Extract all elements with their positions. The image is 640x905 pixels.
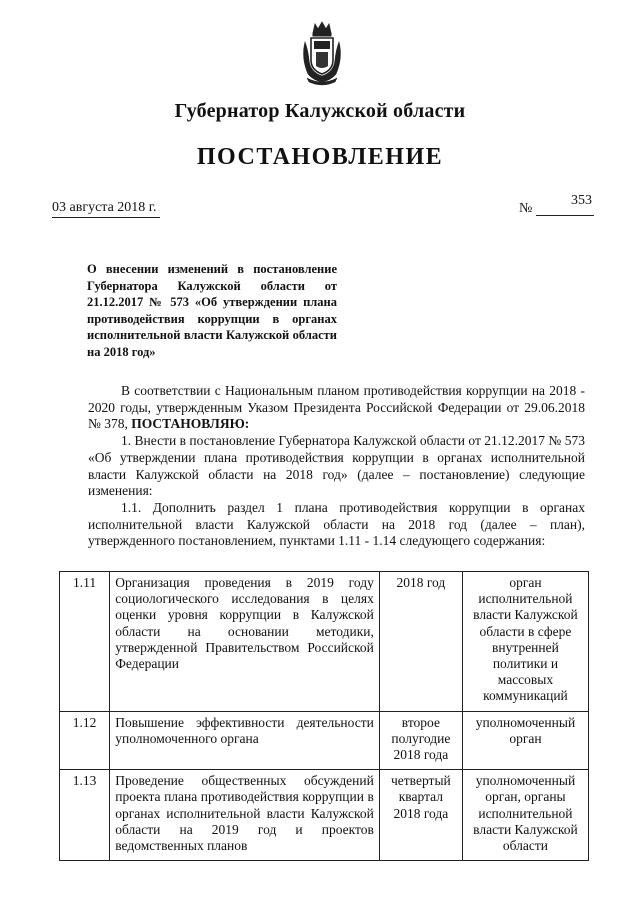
document-subject: О внесении изменений в постановление Губернатора Калужской области от 21.12.2017 № 573 «Об утверждении плана противодействия коррупции в органах исполнительной власти Калужской области на 2018 год» (87, 262, 337, 359)
number-sign: № (519, 201, 533, 216)
plan-table (59, 571, 589, 861)
number-underline (536, 215, 594, 216)
item-1-paragraph: 1. Внести в постановление Губернатора Калужской области от 21.12.2017 № 573 «Об утверждении плана противодействия коррупции в органах исполнительной власти Калужской области на 2018 год» (далее – постановление) следующие изменения: (88, 433, 585, 499)
table-row (60, 711, 589, 770)
row-term: четвертый квартал 2018 года (379, 770, 462, 861)
document-date: 03 августа 2018 г. (52, 200, 160, 218)
row-executor: уполномоченный орган, органы исполнительной власти Калужской области (462, 770, 588, 861)
row-number: 1.11 (60, 572, 110, 712)
table-row (60, 770, 589, 861)
resolve-word: ПОСТАНОВЛЯЮ: (131, 416, 250, 432)
issuer-title: Губернатор Калужской области (174, 100, 466, 122)
row-number: 1.12 (60, 711, 110, 770)
document-body (88, 383, 585, 550)
row-action: Проведение общественных обсуждений проекта плана противодействия коррупции в органах исполнительной власти Калужской области на 2019 год и проектов ведомственных планов (110, 770, 380, 861)
preamble-text: В соответствии с Национальным планом противодействия коррупции на 2018 - 2020 годы, утвержденным Указом Президента Российской Федерации от 29.06.2018 № 378, (88, 383, 585, 432)
row-term: 2018 год (379, 572, 462, 712)
item-1-1-paragraph: 1.1. Дополнить раздел 1 плана противодействия коррупции в органах исполнительной власти Калужской области на 2018 год (далее – план), утвержденного постановлением, пунктами 1.11 - 1.14 следующего содержания: (88, 499, 585, 549)
preamble-paragraph (88, 383, 585, 433)
row-executor: уполномоченный орган (462, 711, 588, 770)
document-number: 353 (571, 193, 592, 208)
row-action: Повышение эффективности деятельности уполномоченного органа (110, 711, 380, 770)
row-number: 1.13 (60, 770, 110, 861)
row-executor: орган исполнительной власти Калужской области в сфере внутренней политики и массовых коммуникаций (462, 572, 588, 712)
row-term: второе полугодие 2018 года (379, 711, 462, 770)
document-type-title: ПОСТАНОВЛЕНИЕ (196, 144, 444, 170)
row-action: Организация проведения в 2019 году социологического исследования в целях оценки уровня коррупции в Калужской области на основании методики, утвержденной Правительством Российской Федерации (110, 572, 380, 712)
coat-of-arms-icon (299, 20, 345, 86)
table-row (60, 572, 589, 712)
